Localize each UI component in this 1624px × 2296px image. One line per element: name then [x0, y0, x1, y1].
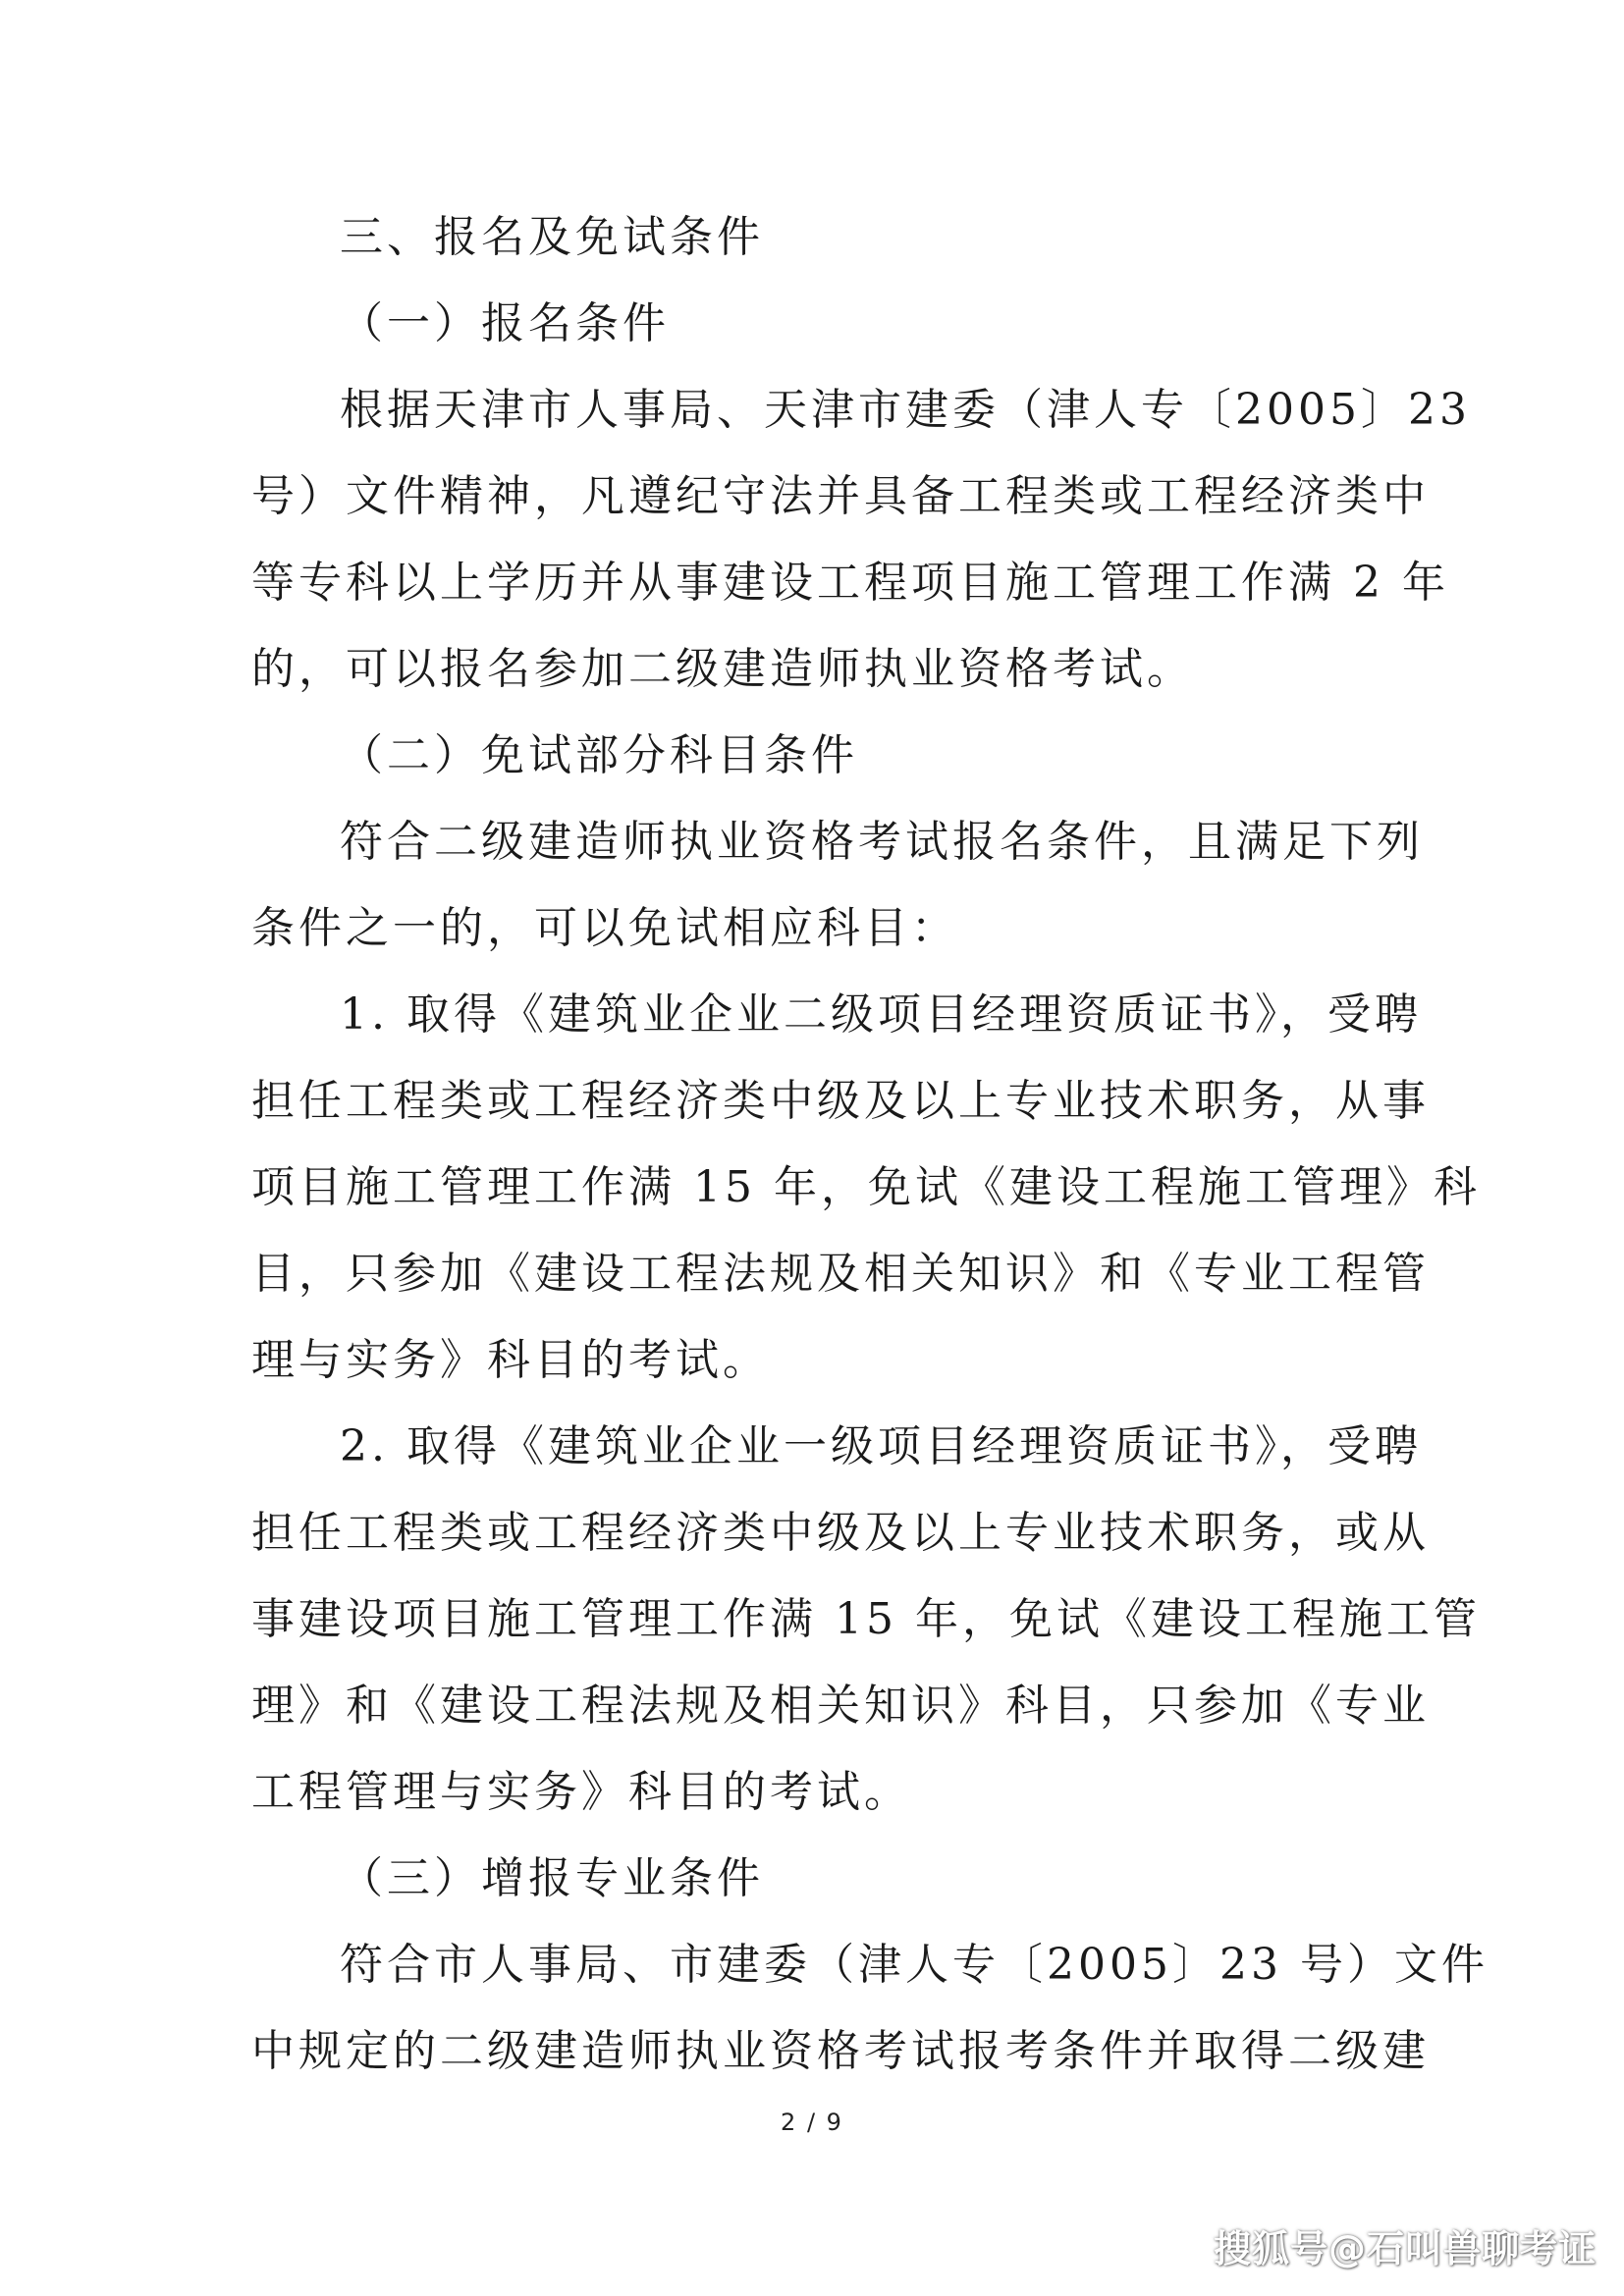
paragraph-line: 符合二级建造师执业资格考试报名条件，且满足下列 [340, 817, 1424, 867]
paragraph-line: 号）文件精神，凡遵纪守法并具备工程类或工程经济类中 [251, 471, 1430, 521]
list-item-line: 项目施工管理工作满 15 年，免试《建设工程施工管理》科 [251, 1162, 1481, 1212]
list-item-line: 担任工程类或工程经济类中级及以上专业技术职务，从事 [251, 1076, 1430, 1126]
list-item-line: 目，只参加《建设工程法规及相关知识》和《专业工程管 [251, 1249, 1430, 1299]
paragraph-line: 符合市人事局、市建委（津人专〔2005〕23 号）文件 [340, 1940, 1489, 1990]
list-item-line: 理与实务》科目的考试。 [251, 1335, 770, 1385]
paragraph-line: 根据天津市人事局、天津市建委（津人专〔2005〕23 [340, 385, 1471, 435]
paragraph-line: 条件之一的，可以免试相应科目： [251, 903, 958, 953]
watermark-text: 搜狐号@石叫兽聊考证 [1213, 2227, 1597, 2270]
list-item-line: 担任工程类或工程经济类中级及以上专业技术职务，或从 [251, 1508, 1430, 1558]
list-item-line: 理》和《建设工程法规及相关知识》科目，只参加《专业 [251, 1681, 1430, 1731]
list-item-line: 事建设项目施工管理工作满 15 年，免试《建设工程施工管 [251, 1594, 1481, 1644]
list-item-line: 工程管理与实务》科目的考试。 [251, 1767, 911, 1817]
subsection-heading: （一）报名条件 [340, 298, 670, 348]
paragraph-line: 的，可以报名参加二级建造师执业资格考试。 [251, 644, 1194, 694]
page-number: 2 / 9 [781, 2109, 843, 2136]
section-heading: 三、报名及免试条件 [340, 212, 764, 262]
subsection-heading: （二）免试部分科目条件 [340, 730, 858, 780]
list-item-line: 1. 取得《建筑业企业二级项目经理资质证书》，受聘 [340, 989, 1422, 1040]
list-item-line: 2. 取得《建筑业企业一级项目经理资质证书》，受聘 [340, 1421, 1422, 1471]
subsection-heading: （三）增报专业条件 [340, 1853, 764, 1903]
paragraph-line: 中规定的二级建造师执业资格考试报考条件并取得二级建 [251, 2026, 1430, 2076]
paragraph-line: 等专科以上学历并从事建设工程项目施工管理工作满 2 年 [251, 558, 1449, 608]
